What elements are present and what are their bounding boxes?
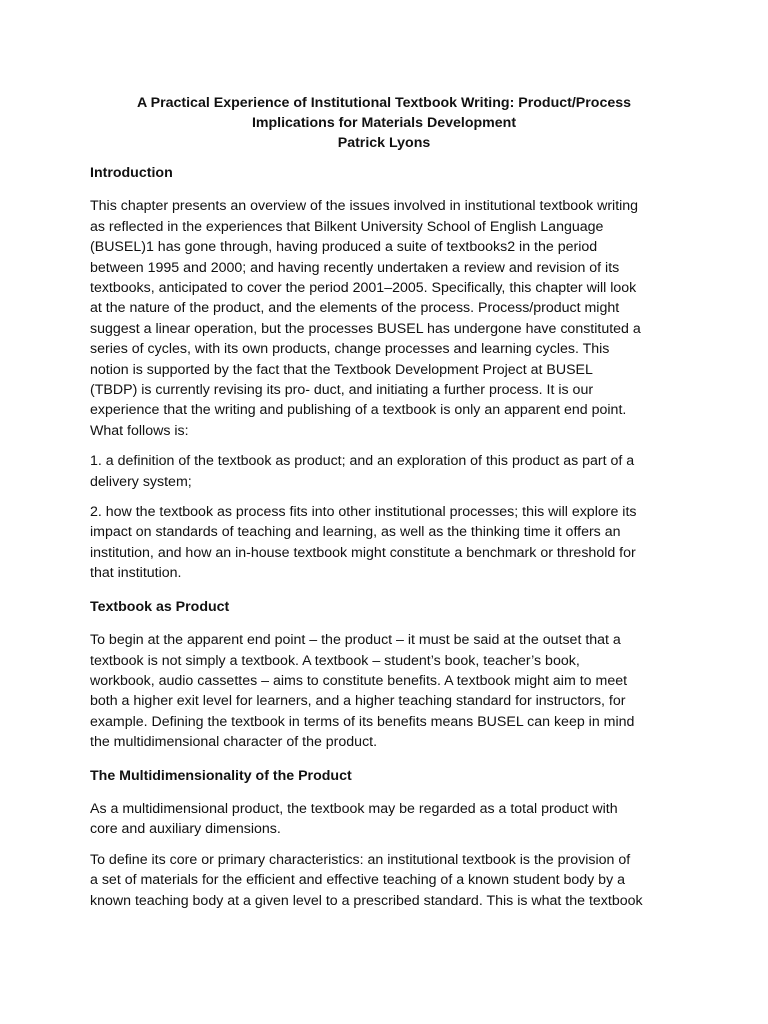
text-line: a set of materials for the efficient and effective teaching of a known student body by a <box>90 872 625 889</box>
text-line: impact on standards of teaching and learning, as well as the thinking time it offers an <box>90 524 621 541</box>
text-line: series of cycles, with its own products, change processes and learning cycles. This <box>90 341 610 358</box>
text-line: between 1995 and 2000; and having recently undertaken a review and revision of its <box>90 259 620 276</box>
paragraph-intro-list-2 <box>90 502 694 584</box>
paragraph-intro-1 <box>90 196 694 441</box>
text-line: textbooks, anticipated to cover the period 2001–2005. Specifically, this chapter will look <box>90 280 637 297</box>
section-heading-introduction: Introduction <box>90 165 173 181</box>
document-title-line-2: Implications for Materials Development <box>251 115 517 131</box>
text-line: (BUSEL)1 has gone through, having produced a suite of textbooks2 in the period <box>90 239 598 256</box>
text-line: core and auxiliary dimensions. <box>90 821 281 838</box>
text-line: suggest a linear operation, but the processes BUSEL has undergone have constituted a <box>90 320 641 337</box>
text-line: As a multidimensional product, the textbook may be regarded as a total product with <box>90 800 618 817</box>
text-line: the multidimensional character of the product. <box>90 734 378 751</box>
title-block <box>0 93 768 153</box>
text-line: To define its core or primary characteristics: an institutional textbook is the provision of <box>90 851 631 868</box>
text-line: workbook, audio cassettes – aims to constitute benefits. A textbook might aim to meet <box>90 672 628 689</box>
text-line: This chapter presents an overview of the issues involved in institutional textbook writing <box>90 198 639 215</box>
paragraph-multi-1 <box>90 799 694 840</box>
section-heading-multidimensionality: The Multidimensionality of the Product <box>90 767 352 784</box>
text-line: institution, and how an in-house textbook might constitute a benchmark or threshold for <box>90 544 636 561</box>
paragraph-product-1 <box>90 630 694 752</box>
text-line: example. Defining the textbook in terms of its benefits means BUSEL can keep in mind <box>90 713 635 730</box>
document-title-line-1: A Practical Experience of Institutional Textbook Writing: Product/Process <box>136 95 632 111</box>
text-line: notion is supported by the fact that the Textbook Development Project at BUSEL <box>90 361 593 378</box>
text-line: delivery system; <box>90 473 192 490</box>
text-line: known teaching body at a given level to a prescribed standard. This is what the textbook <box>90 892 643 909</box>
text-line: (TBDP) is currently revising its pro- duct, and initiating a further process. It is our <box>90 382 594 399</box>
paragraph-intro-list-1 <box>90 451 694 492</box>
paragraph-multi-2 <box>90 850 694 911</box>
text-line: at the nature of the product, and the elements of the process. Process/product might <box>90 300 620 317</box>
text-line: 2. how the textbook as process fits into other institutional processes; this will explore its <box>90 504 637 521</box>
text-line: experience that the writing and publishing of a textbook is only an apparent end point. <box>90 402 627 419</box>
text-line: What follows is: <box>90 422 189 439</box>
text-line: both a higher exit level for learners, and a higher teaching standard for instructors, for <box>90 693 626 710</box>
text-line: that institution. <box>90 565 182 582</box>
text-line: as reflected in the experiences that Bilkent University School of English Language <box>90 218 604 235</box>
document-author: Patrick Lyons <box>337 135 431 151</box>
text-line: To begin at the apparent end point – the product – it must be said at the outset that a <box>90 632 621 649</box>
text-line: textbook is not simply a textbook. A textbook – student’s book, teacher’s book, <box>90 652 580 669</box>
text-line: 1. a definition of the textbook as product; and an exploration of this product as part of a <box>90 453 635 470</box>
section-heading-textbook-as-product: Textbook as Product <box>90 598 230 615</box>
document-body <box>90 163 694 911</box>
